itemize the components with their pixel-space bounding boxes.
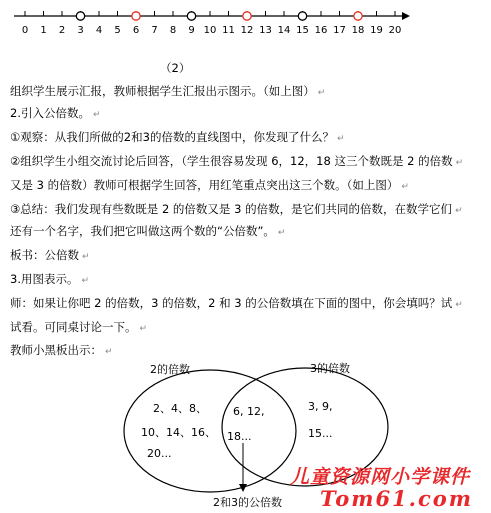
number-line-label: 5 [114, 25, 121, 36]
venn-right-label: 3的倍数 [310, 362, 350, 375]
paragraph-line: 教师小黑板出示： ↵ [10, 343, 113, 357]
venn-common-line-1: 6, 12, [233, 405, 265, 418]
paragraph-line: ②组织学生小组交流讨论后回答，（学生很容易发现 6，12，18 这三个数既是 2 的倍数 ↵ [10, 154, 464, 168]
venn-left-line-3: 20... [147, 447, 172, 460]
number-line-label: 16 [314, 25, 328, 36]
watermark-line-2: Tom61.com [320, 486, 473, 511]
venn-common-line-2: 18... [227, 430, 252, 443]
paragraph-line: 组织学生展示汇报，教师根据学生汇报出示图示。（如上图） ↵ [10, 84, 326, 98]
paragraph-line: 还有一个名字，我们把它叫做这两个数的“公倍数”。 ↵ [10, 224, 286, 238]
venn-arrow-label: 2和3的公倍数 [213, 496, 282, 509]
number-line-label: 9 [188, 25, 195, 36]
venn-left-line-2: 10、14、16、 [141, 426, 216, 439]
paragraph-line: 师：如果让你吧 2 的倍数，3 的倍数，2 和 3 的公倍数填在下面的图中，你会填吗？试 ↵ [10, 296, 463, 310]
paragraph-line: 2.引入公倍数。 ↵ [10, 106, 101, 120]
number-line-label: 14 [277, 25, 291, 36]
paragraph-line: 板书：公倍数 ↵ [10, 248, 90, 262]
number-line-label: 11 [222, 25, 235, 36]
number-line-label: 7 [151, 25, 158, 36]
paragraph-line: ①观察：从我们所做的2和3的倍数的直线图中，你发现了什么？ ↵ [10, 130, 345, 144]
venn-right-line-2: 15... [308, 427, 333, 440]
paragraph-line: ③总结：我们发现有些数既是 2 的倍数又是 3 的倍数，是它们共同的倍数，在数学它们 ↵ [10, 202, 463, 216]
number-line-label: 0 [21, 25, 29, 36]
number-line-label: 18 [351, 25, 365, 36]
watermark [290, 462, 490, 512]
number-line-label: 1 [40, 25, 47, 36]
number-line-label: 13 [259, 25, 272, 36]
number-line-label: 8 [169, 25, 177, 36]
venn-right-line-1: 3, 9, [308, 400, 333, 413]
venn-left-label: 2的倍数 [150, 363, 190, 376]
number-line-label: 12 [240, 25, 254, 36]
watermark-line-1: 儿童资源网小学课件 [290, 466, 471, 488]
venn-left-line-1: 2、4、8、 [153, 402, 207, 415]
number-line-label: 6 [132, 25, 140, 36]
paragraph-line: 又是 3 的倍数）教师可根据学生回答，用红笔重点突出这三个数。（如上图） ↵ [10, 178, 409, 192]
figure-caption: （2） [160, 61, 191, 75]
number-line-label: 4 [95, 25, 103, 36]
number-line-label: 2 [58, 25, 66, 36]
number-line-label: 3 [77, 25, 84, 36]
number-line-label: 20 [388, 25, 402, 36]
number-line-label: 19 [370, 25, 383, 36]
number-line-label: 10 [203, 25, 217, 36]
number-line-label: 15 [296, 25, 309, 36]
number-line-label: 17 [333, 25, 346, 36]
paragraph-line: 试看。可同桌讨论一下。 ↵ [10, 320, 148, 334]
paragraph-line: 3.用图表示。 ↵ [10, 272, 90, 286]
